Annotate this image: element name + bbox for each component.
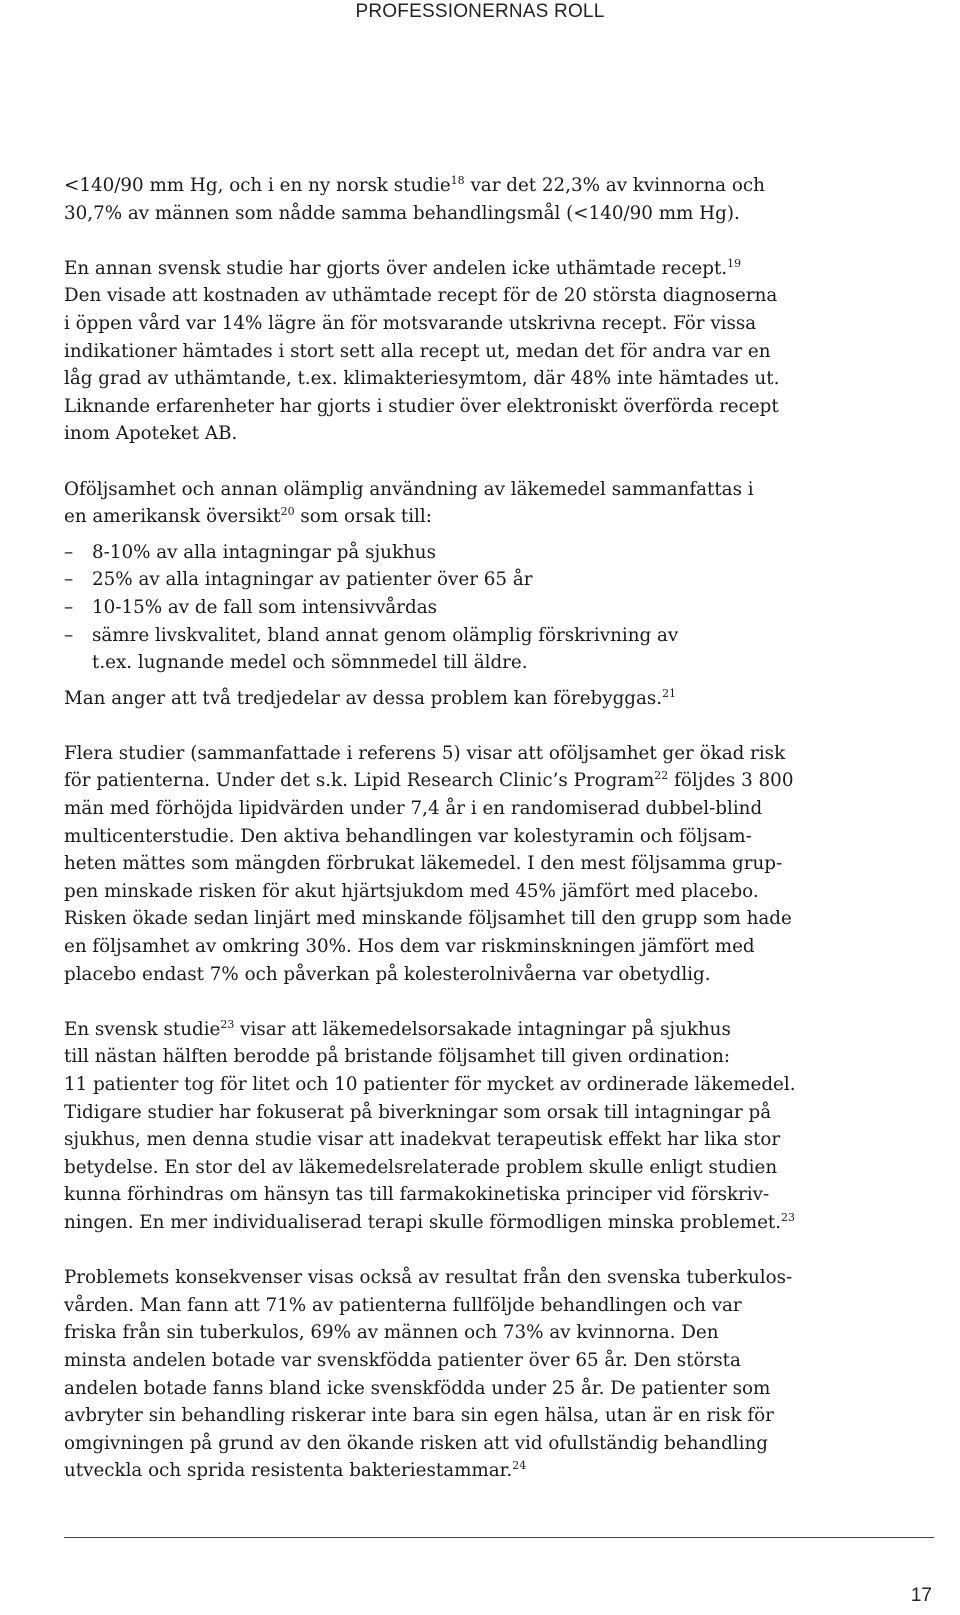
dash-list — [64, 539, 864, 677]
text-line: 10-15% av de fall som intensivvårdas — [92, 596, 438, 618]
text-run: som orsak till: — [294, 506, 432, 528]
footnote-ref: 22 — [654, 769, 669, 783]
text-line: män med förhöjda lipidvärden under 7,4 år i en randomiserad dubbel-blind — [64, 798, 763, 820]
paragraph-3 — [64, 476, 864, 531]
text-line: avbryter sin behandling riskerar inte bara sin egen hälsa, utan är en risk för — [64, 1405, 774, 1427]
text-run: följdes 3 800 — [668, 770, 794, 792]
text-line — [64, 172, 864, 200]
running-header: PROFESSIONERNAS ROLL — [355, 1, 605, 22]
dash-bullet: – — [64, 596, 74, 618]
text-line: friska från sin tuberkulos, 69% av männen och 73% av kvinnorna. Den — [64, 1322, 719, 1344]
dash-bullet: – — [64, 624, 74, 646]
list-item — [64, 622, 864, 677]
text-line: Tidigare studier har fokuserat på biverkningar som orsak till intagningar på — [64, 1101, 772, 1123]
text-line: inom Apoteket AB. — [64, 423, 238, 445]
list-item — [64, 539, 864, 567]
text-run: 30,7% av männen som nådde samma behandlingsmål (<140/90 mm Hg). — [64, 202, 740, 224]
text-line — [64, 503, 864, 531]
list-item — [64, 594, 864, 622]
text-line: låg grad av uthämtande, t.ex. klimakteriesymtom, där 48% inte hämtades ut. — [64, 368, 780, 390]
text-line: Liknande erfarenheter har gjorts i studier över elektroniskt överförda recept — [64, 395, 779, 417]
paragraph-4 — [64, 685, 864, 713]
footnote-ref: 19 — [727, 256, 742, 270]
text-line: andelen botade fanns bland icke svenskfödda under 25 år. De patienter som — [64, 1377, 771, 1399]
page-number: 17 — [910, 1585, 932, 1606]
text-line: Flera studier (sammanfattade i referens 5) visar att oföljsamhet ger ökad risk — [64, 742, 786, 764]
text-line: omgivningen på grund av den ökande risken att vid ofullständig behandling — [64, 1432, 768, 1454]
text-line: till nästan hälften berodde på bristande följsamhet till given ordination: — [64, 1046, 731, 1068]
text-run: En annan svensk studie har gjorts över andelen icke uthämtade recept. — [64, 257, 728, 279]
text-run: Man anger att två tredjedelar av dessa problem kan förebyggas. — [64, 687, 663, 709]
text-run: <140/90 mm Hg, och i en ny norsk studie — [64, 175, 451, 196]
dash-bullet: – — [64, 541, 74, 563]
text-line: 8-10% av alla intagningar på sjukhus — [92, 541, 436, 563]
text-run: visar att läkemedelsorsakade intagningar på sjukhus — [234, 1018, 731, 1040]
text-line: betydelse. En stor del av läkemedelsrelaterade problem skulle enligt studien — [64, 1156, 778, 1178]
text-run: en amerikansk översikt — [64, 506, 281, 528]
text-run: En svensk studie — [64, 1018, 221, 1040]
text-line: indikationer hämtades i stort sett alla recept ut, medan det för andra var en — [64, 340, 771, 362]
text-line — [64, 200, 864, 228]
footnote-ref: 18 — [450, 174, 465, 187]
text-line: pen minskade risken för akut hjärtsjukdom med 45% jämfört med placebo. — [64, 880, 759, 902]
text-line: en följsamhet av omkring 30%. Hos dem var riskminskningen jämfört med — [64, 936, 755, 958]
text-line: 25% av alla intagningar av patienter över 65 år — [92, 569, 533, 591]
text-line: kunna förhindras om hänsyn tas till farmakokinetiska principer vid förskriv- — [64, 1184, 770, 1206]
text-line: sämre livskvalitet, bland annat genom olämplig förskrivning av — [92, 624, 679, 646]
paragraph-7 — [64, 1264, 864, 1485]
text-line — [64, 1457, 864, 1485]
dash-bullet: – — [64, 569, 74, 591]
text-run: utveckla och sprida resistenta bakteriestammar. — [64, 1460, 513, 1482]
text-run: för patienterna. Under det s.k. Lipid Research Clinic’s Program — [64, 770, 655, 792]
footnote-ref: 21 — [662, 686, 677, 700]
text-run: var det 22,3% av kvinnorna och — [464, 175, 765, 196]
text-line: Risken ökade sedan linjärt med minskande följsamhet till den grupp som hade — [64, 908, 792, 930]
footnote-ref: 23 — [781, 1210, 796, 1224]
text-line: t.ex. lugnande medel och sömnmedel till äldre. — [92, 652, 528, 674]
list-item — [64, 566, 864, 594]
footnote-ref: 20 — [280, 505, 295, 519]
text-line: heten mättes som mängden förbrukat läkemedel. I den mest följsamma grup- — [64, 853, 783, 875]
footnote-ref: 24 — [512, 1459, 527, 1473]
footnote-ref: 23 — [220, 1017, 235, 1031]
paragraph-1 — [64, 172, 864, 227]
text-line: sjukhus, men denna studie visar att inadekvat terapeutisk effekt har lika stor — [64, 1129, 781, 1151]
paragraph-2 — [64, 255, 864, 448]
text-line — [64, 767, 864, 795]
text-line: Oföljsamhet och annan olämplig användning av läkemedel sammanfattas i — [64, 478, 754, 500]
text-line — [64, 1209, 864, 1237]
text-line: Den visade att kostnaden av uthämtade recept för de 20 största diagnoserna — [64, 285, 778, 307]
text-line — [64, 685, 864, 713]
text-line: Problemets konsekvenser visas också av resultat från den svenska tuberkulos- — [64, 1267, 793, 1289]
body-text — [64, 172, 864, 1513]
text-line: placebo endast 7% och påverkan på kolesterolnivåerna var obetydlig. — [64, 963, 711, 985]
text-line: multicenterstudie. Den aktiva behandlingen var kolestyramin och följsam- — [64, 825, 752, 847]
text-line — [64, 255, 864, 283]
text-line: vården. Man fann att 71% av patienterna fullföljde behandlingen och var — [64, 1294, 742, 1316]
text-line: i öppen vård var 14% lägre än för motsvarande utskrivna recept. För vissa — [64, 312, 757, 334]
text-run: ningen. En mer individualiserad terapi skulle förmodligen minska problemet. — [64, 1211, 782, 1233]
paragraph-5 — [64, 740, 864, 988]
text-line: minsta andelen botade var svenskfödda patienter över 65 år. Den största — [64, 1349, 741, 1371]
text-line: 11 patienter tog för litet och 10 patienter för mycket av ordinerade läkemedel. — [64, 1074, 796, 1095]
text-line — [64, 1016, 864, 1044]
footer-divider — [64, 1537, 934, 1538]
paragraph-6 — [64, 1016, 864, 1237]
